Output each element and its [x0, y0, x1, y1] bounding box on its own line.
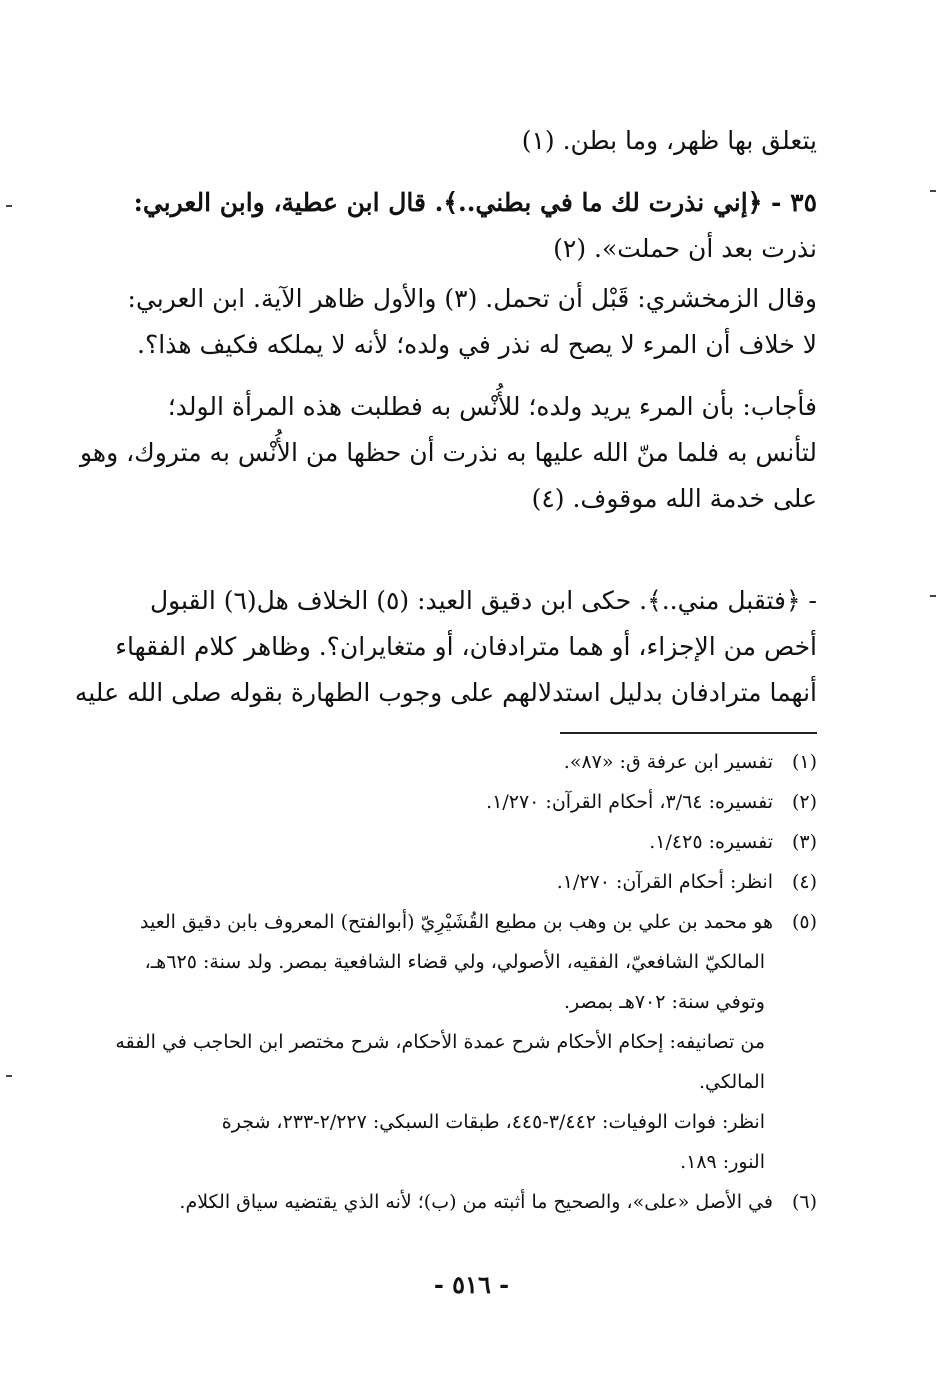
footnote-number: (٦) — [791, 1191, 817, 1213]
footnote-line: في الأصل «على»، والصحيح ما أثبته من (ب)؛ لأنه الذي يقتضيه سياق الكلام. — [179, 1191, 773, 1213]
footnote-5 — [105, 902, 817, 1182]
footnote-number: (٢) — [791, 791, 817, 813]
footnote-4 — [105, 862, 817, 902]
footnote-line: النور: ١٨٩. — [680, 1151, 765, 1173]
footnote-line: انظر: فوات الوفيات: ٣/٤٤٢-٤٤٥، طبقات السبكي: ٢/٢٢٧-٢٣٣، شجرة — [221, 1111, 765, 1133]
footnote-number: (٤) — [791, 871, 817, 893]
footnote-line: من تصانيفه: إحكام الأحكام شرح عمدة الأحكام، شرح مختصر ابن الحاجب في الفقه — [115, 1031, 765, 1053]
footnote-3 — [105, 822, 817, 862]
paragraph-line: على خدمة الله موقوف. (٤) — [531, 484, 817, 513]
footnotes — [105, 742, 817, 1222]
footnote-number: (٥) — [791, 911, 817, 933]
paragraph-4 — [80, 384, 817, 522]
footnote-line: وتوفي سنة: ٧٠٢هـ بمصر. — [563, 991, 765, 1013]
paragraph-line: ٣٥ - ﴿إني نذرت لك ما في بطني..﴾. قال ابن عطية، وابن العربي: — [133, 188, 817, 217]
footnote-6 — [105, 1182, 817, 1222]
paragraph-line: يتعلق بها ظهر، وما بطن. (١) — [521, 126, 817, 155]
footnote-line: انظر: أحكام القرآن: ١/٢٧٠. — [556, 871, 773, 893]
scan-mark — [930, 190, 936, 192]
paragraph-5 — [74, 578, 817, 716]
footnote-number: (١) — [791, 751, 817, 773]
paragraph-line: أنهما مترادفان بدليل استدلالهم على وجوب الطهارة بقوله صلى الله عليه — [74, 678, 817, 707]
paragraph-line: لتأنس به فلما منّ الله عليها به نذرت أن حظها من الأُنْس به متروك، وهو — [80, 438, 817, 467]
footnote-line: المالكي. — [699, 1071, 765, 1093]
footnote-number: (٣) — [791, 831, 817, 853]
scan-mark — [6, 205, 12, 207]
paragraph-line: نذرت بعد أن حملت». (٢) — [553, 234, 817, 263]
paragraph-line: أخص من الإجزاء، أو هما مترادفان، أو متغايران؟. وظاهر كلام الفقهاء — [115, 632, 817, 661]
paragraph-line: وقال الزمخشري: قَبْل أن تحمل. (٣) والأول ظاهر الآية. ابن العربي: — [127, 284, 817, 313]
footnote-line: تفسيره: ٣/٦٤، أحكام القرآن: ١/٢٧٠. — [486, 791, 773, 813]
paragraph-line: - ﴿فتقبل مني..﴾. حكى ابن دقيق العيد: (٥) الخلاف هل(٦) القبول — [149, 586, 817, 615]
paragraph-line: فأجاب: بأن المرء يريد ولده؛ للأُنْس به فطلبت هذه المرأة الولد؛ — [167, 392, 817, 421]
paragraph-1 — [105, 118, 817, 164]
paragraph-2 — [105, 180, 817, 272]
footnote-line: المالكيّ الشافعيّ، الفقيه، الأصولي، ولي قضاء الشافعية بمصر. ولد سنة: ٦٢٥هـ، — [144, 951, 765, 973]
scan-mark — [6, 1075, 12, 1077]
footnote-1 — [105, 742, 817, 782]
footnote-2 — [105, 782, 817, 822]
page-number: - ٥١٦ - — [433, 1270, 510, 1299]
paragraph-3 — [105, 276, 817, 368]
footnote-line: هو محمد بن علي بن وهب بن مطيع القُشَيْرِيّ (أبوالفتح) المعروف بابن دقيق العيد — [140, 911, 773, 933]
footnote-line: تفسير ابن عرفة ق: «٨٧». — [563, 751, 773, 773]
paragraph-line: لا خلاف أن المرء لا يصح له نذر في ولده؛ لأنه لا يملكه فكيف هذا؟. — [137, 330, 817, 359]
scan-mark — [930, 595, 936, 597]
footnote-line: تفسيره: ١/٤٢٥. — [649, 831, 773, 853]
footnote-divider — [560, 732, 817, 734]
